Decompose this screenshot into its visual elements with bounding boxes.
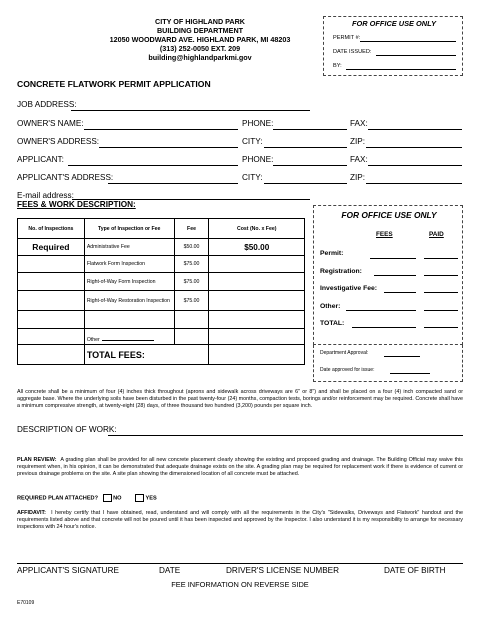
office-mid-investigative-paid[interactable] xyxy=(424,292,458,293)
fee-total-blank xyxy=(18,345,85,365)
fee-count-cell[interactable] xyxy=(18,329,85,345)
email-label: E-mail address: xyxy=(17,191,74,200)
plan-attached-row xyxy=(17,494,157,503)
plan-yes-checkbox[interactable] xyxy=(135,494,144,502)
fee-total-label: TOTAL FEES: xyxy=(84,345,209,365)
office-top-permit-line[interactable] xyxy=(360,41,456,42)
applicant-fax-label: FAX: xyxy=(350,155,368,164)
drivers-license-label: DRIVER'S LICENSE NUMBER xyxy=(226,566,340,575)
office-mid-fees-col: FEES xyxy=(376,231,393,238)
plan-review-text: A grading plan shall be provided for all new concrete placement clearly showing the existing and proposed grading and drainage. The Building Official may waive this requirement when, in his opinion, it can be demonstrated that adequate drainage exists on the site. A grading plan may be required for replacement work if there is evidence of current or previous drainage problems on the site. A site plan showing the dimensioned location of all concrete must be attached. xyxy=(17,457,464,477)
applicant-fax-line[interactable] xyxy=(368,165,462,166)
office-mid-total-paid[interactable] xyxy=(424,327,458,328)
office-top-date-line[interactable] xyxy=(376,55,456,56)
fee-type-cell: Administrative Fee xyxy=(84,239,174,256)
fee-value-cell[interactable] xyxy=(174,311,209,329)
fee-value-cell: $50.00 xyxy=(174,239,209,256)
signature-date-label: DATE xyxy=(159,566,181,575)
date-of-birth-label: DATE OF BIRTH xyxy=(384,566,446,575)
job-address-label: JOB ADDRESS: xyxy=(17,100,77,109)
plan-no-checkbox[interactable] xyxy=(103,494,112,502)
plan-no-label: NO xyxy=(113,495,122,502)
office-use-top-box xyxy=(323,16,463,76)
fee-type-cell[interactable] xyxy=(84,311,174,329)
owner-phone-line[interactable] xyxy=(273,129,347,130)
applicant-zip-label: ZIP: xyxy=(350,173,366,182)
owner-phone-label: PHONE: xyxy=(242,119,274,128)
office-mid-investigative-label: Investigative Fee: xyxy=(320,285,378,292)
office-top-permit-label: PERMIT #: xyxy=(333,35,361,41)
fee-count-cell[interactable] xyxy=(18,311,85,329)
affidavit-label: AFFIDAVIT: xyxy=(17,510,46,516)
applicant-zip-line[interactable] xyxy=(366,183,462,184)
plan-attached-label: REQUIRED PLAN ATTACHED? xyxy=(17,495,99,502)
owner-name-label: OWNER'S NAME: xyxy=(17,119,84,128)
fee-header-cost: Cost (No. x Fee) xyxy=(209,219,305,239)
owner-fax-label: FAX: xyxy=(350,119,368,128)
owner-address-label: OWNER'S ADDRESS: xyxy=(17,137,100,146)
description-label: DESCRIPTION OF WORK: xyxy=(17,425,117,434)
description-line[interactable] xyxy=(108,435,463,436)
owner-zip-line[interactable] xyxy=(366,147,462,148)
plan-yes-label: YES xyxy=(145,495,157,502)
office-mid-permit-label: Permit: xyxy=(320,250,344,257)
fee-cost-cell[interactable] xyxy=(209,329,305,345)
fee-count-cell[interactable] xyxy=(18,291,85,311)
fee-cost-cell[interactable] xyxy=(209,256,305,273)
header-line-3: 12050 WOODWARD AVE. HIGHLAND PARK, MI 48203 xyxy=(109,35,291,44)
fee-other-label: Other xyxy=(86,337,100,343)
office-mid-total-label: TOTAL: xyxy=(320,320,345,327)
office-mid-registration-paid[interactable] xyxy=(424,275,458,276)
header-line-2: BUILDING DEPARTMENT xyxy=(156,26,244,35)
applicant-city-line[interactable] xyxy=(264,183,347,184)
owner-address-line[interactable] xyxy=(99,147,238,148)
office-mid-permit-fee[interactable] xyxy=(370,258,416,259)
office-top-date-label: DATE ISSUED: xyxy=(333,49,372,55)
office-mid-other-fee[interactable] xyxy=(346,310,416,311)
fee-count-cell[interactable] xyxy=(18,256,85,273)
fee-header-type: Type of Inspection or Fee xyxy=(84,219,174,239)
fee-value-cell: $75.00 xyxy=(174,256,209,273)
fee-count-cell[interactable] xyxy=(18,273,85,291)
fee-value-cell: $75.00 xyxy=(174,273,209,291)
applicant-phone-line[interactable] xyxy=(273,165,347,166)
form-title: CONCRETE FLATWORK PERMIT APPLICATION xyxy=(17,79,211,89)
fee-cost-cell[interactable] xyxy=(209,291,305,311)
fee-info-note: FEE INFORMATION ON REVERSE SIDE xyxy=(171,580,309,589)
office-top-by-line[interactable] xyxy=(346,69,456,70)
office-top-by-label: BY: xyxy=(333,63,342,69)
fee-cost-cell[interactable] xyxy=(209,311,305,329)
form-code: E70109 xyxy=(17,600,35,606)
plan-review-paragraph xyxy=(17,457,463,477)
header-line-1: CITY OF HIGHLAND PARK xyxy=(155,17,245,26)
office-mid-paid-col: PAID xyxy=(429,231,444,238)
applicant-city-label: CITY: xyxy=(242,173,263,182)
office-use-mid-box xyxy=(313,205,463,345)
affidavit-paragraph xyxy=(17,510,463,530)
fee-table xyxy=(17,218,305,365)
fee-total-value[interactable] xyxy=(209,345,305,365)
office-mid-permit-paid[interactable] xyxy=(424,258,458,259)
office-mid-registration-fee[interactable] xyxy=(374,275,416,276)
fee-cost-cell: $50.00 xyxy=(209,239,305,256)
owner-city-label: CITY: xyxy=(242,137,263,146)
office-top-title: FOR OFFICE USE ONLY xyxy=(351,19,437,28)
applicant-line[interactable] xyxy=(68,165,238,166)
affidavit-text: I hereby certify that I have obtained, read, understand and will comply with all the requirements in the City's "Sidewalks, Driveways and Flatwork" handout and the requirements listed above and that concrete will not be poured until it has been inspected and approved by the Inspector. I also understand it is my responsibility to arrange for necessary inspections with 24 hour's notice. xyxy=(17,510,463,530)
signature-label: APPLICANT'S SIGNATURE xyxy=(17,566,119,575)
office-mid-total-fee[interactable] xyxy=(352,327,416,328)
fee-other-cell[interactable] xyxy=(84,329,174,345)
signature-line[interactable] xyxy=(17,563,463,564)
fee-header-inspections: No. of Inspections xyxy=(18,219,85,239)
plan-review-label: PLAN REVIEW: xyxy=(17,457,57,463)
owner-fax-line[interactable] xyxy=(368,129,462,130)
fee-other-line[interactable] xyxy=(102,340,154,341)
fees-heading: FEES & WORK DESCRIPTION: xyxy=(17,200,136,209)
applicant-phone-label: PHONE: xyxy=(242,155,274,164)
fee-type-cell: Right-of-Way Form Inspection xyxy=(84,273,174,291)
date-approved-label: Date approved for issue: xyxy=(320,367,375,373)
owner-city-line[interactable] xyxy=(264,147,347,148)
office-mid-title: FOR OFFICE USE ONLY xyxy=(341,210,437,220)
fee-required: Required xyxy=(18,239,85,256)
fee-cost-cell[interactable] xyxy=(209,273,305,291)
office-mid-investigative-fee[interactable] xyxy=(384,292,416,293)
office-mid-other-paid[interactable] xyxy=(424,310,458,311)
office-mid-other-label: Other: xyxy=(320,303,341,310)
dept-approval-label: Department Approval: xyxy=(320,350,369,356)
fee-type-cell: Flatwork Form Inspection xyxy=(84,256,174,273)
office-mid-registration-label: Registration: xyxy=(320,268,362,275)
header-line-4: (313) 252-0050 EXT. 209 xyxy=(159,44,241,53)
applicant-address-line[interactable] xyxy=(108,183,238,184)
applicant-address-label: APPLICANT'S ADDRESS: xyxy=(17,173,114,182)
applicant-label: APPLICANT: xyxy=(17,155,64,164)
approval-box xyxy=(313,345,463,382)
owner-name-line[interactable] xyxy=(84,129,238,130)
concrete-requirements: All concrete shall be a minimum of four (4) inches thick throughout (aprons and sidewalk across driveways are 6" or 8") and shall be placed on a four (4) inch compacted sand or aggregate base. Where the underlying soils have been disturbed in the past twenty-four (24) months, compaction tests, borings and/or reinforcement may be required. Concrete shall have a minimum compressive strength, at twenty-eight (28) days, of three thousand two hundred (3,200) pounds per square inch. xyxy=(17,389,463,409)
header-line-5: building@highlandparkmi.gov xyxy=(148,53,252,62)
fee-value-cell[interactable] xyxy=(174,329,209,345)
fee-type-cell: Right-of-Way Restoration Inspection xyxy=(84,291,174,311)
fee-header-fee: Fee xyxy=(174,219,209,239)
owner-zip-label: ZIP: xyxy=(350,137,366,146)
fee-value-cell: $75.00 xyxy=(174,291,209,311)
job-address-line[interactable] xyxy=(71,110,310,111)
